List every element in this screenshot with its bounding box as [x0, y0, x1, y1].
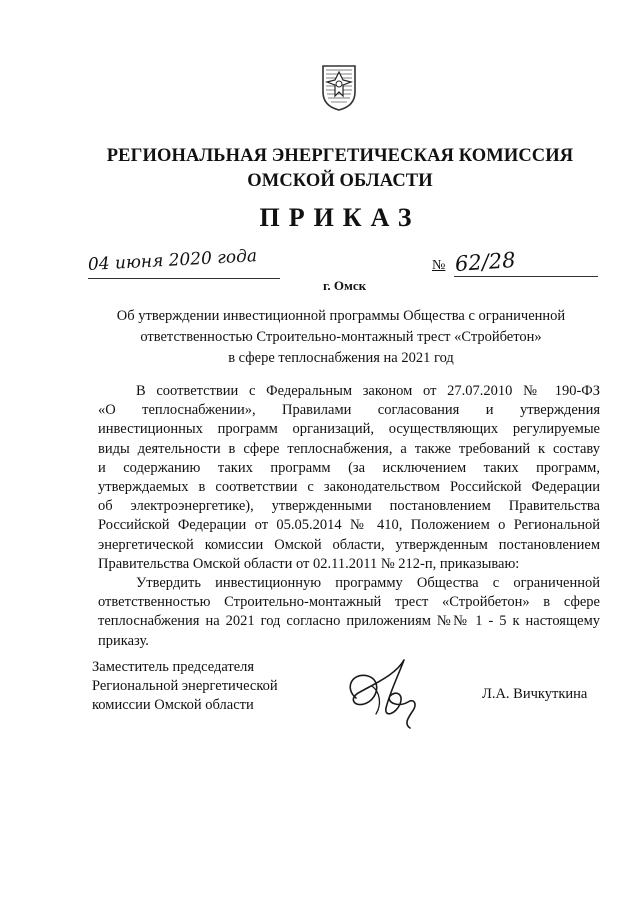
body-line: и содержанию таких программ (за исключением таких программ, [98, 459, 600, 476]
body-line: Российской Федерации от 05.05.2014 № 410, Положением о Региональной [98, 517, 600, 534]
org-title-line-1: РЕГИОНАЛЬНАЯ ЭНЕРГЕТИЧЕСКАЯ КОМИССИЯ [106, 146, 574, 166]
body-line: В соответствии с Федеральным законом от 27.07.2010 № 190-ФЗ [136, 383, 600, 399]
body-line: Утвердить инвестиционную программу Общества с ограниченной [136, 575, 600, 592]
body-line: виды деятельности в сфере теплоснабжения, а также требований к составу [98, 440, 600, 457]
body-line: утверждаемых в соответствии с законодательством Российской Федерации [98, 479, 600, 496]
city-label: г. Омск [323, 278, 367, 293]
signer-position [92, 658, 322, 716]
signer-position-line: комиссии Омской области [92, 697, 254, 714]
body-line: инвестиционных программ организаций, осуществляющих регулируемые [98, 421, 600, 438]
subject-line: в сфере теплоснабжения на 2021 год [228, 350, 454, 366]
subject-line: ответственностью Строительно-монтажный трест «Стройбетон» [140, 329, 542, 345]
number-underline [454, 276, 598, 277]
body-line: Правительства Омской области от 02.11.2011 № 212-п, приказываю: [98, 555, 520, 572]
document-type-heading: ПРИКАЗ [259, 203, 421, 232]
org-title-line-2: ОМСКОЙ ОБЛАСТИ [247, 171, 433, 191]
subject-line: Об утверждении инвестиционной программы Общества с ограниченной [116, 308, 566, 324]
handwritten-number: 62/28 [454, 247, 517, 277]
body-line: «О теплоснабжении», Правилами согласования и утверждения [98, 402, 600, 419]
date-underline [88, 278, 280, 279]
handwritten-date: 04 июня 2020 года [87, 246, 258, 275]
body-line: об электроэнергетике), утвержденными постановлением Правительства [98, 498, 600, 515]
document-meta-row [0, 246, 640, 293]
coat-of-arms-icon [319, 62, 359, 112]
order-body [98, 382, 600, 651]
signer-position-line: Региональной энергетической [92, 678, 278, 695]
signer-position-line: Заместитель председателя [92, 659, 255, 675]
organization-title [60, 144, 620, 194]
signer-name: Л.А. Вичкуткина [482, 686, 588, 702]
handwritten-signature-icon [338, 652, 430, 736]
body-line: энергетической комиссии Омской области, утвержденным постановлением [98, 536, 600, 553]
number-label: № [432, 258, 446, 273]
order-subject [86, 306, 596, 369]
body-line: теплоснабжения на 2021 год согласно приложениям №№ 1 - 5 к настоящему [98, 613, 600, 630]
body-line: ответственностью Строительно-монтажный трест «Стройбетон» в сфере [98, 594, 600, 611]
body-line: приказу. [98, 632, 149, 649]
